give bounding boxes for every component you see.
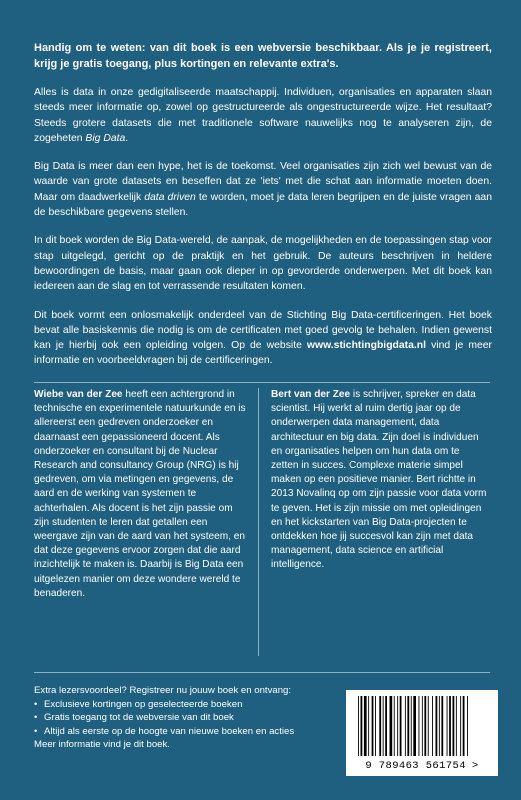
isbn-barcode	[346, 690, 498, 776]
lead-paragraph: Handig om te weten: van dit boek is een webversie beschikbaar. Als je je registreert, krijg je gratis toegang, plus kortingen en relevante extra's.	[34, 42, 492, 70]
author-name-bert: Bert van der Zee	[271, 389, 351, 400]
reader-benefits	[34, 684, 334, 752]
p1-text: Alles is data in onze gedigitaliseerde maatschappij. Individuen, organisaties en apparaten slaan steeds meer informatie op, zowel op gestructureerde als ongestructureerde wijze. Het resultaat? Steeds grotere datasets die met traditionele software nauwelijks nog te analyseren zijn, de zogeheten	[34, 87, 492, 144]
divider-bottom	[34, 672, 490, 673]
author-text-bert: is schrijver, spreker en data scientist. Hij werkt al ruim dertig jaar op de onderwerpen data management, data architectuur en big data. Zijn doel is individuen en organisaties helpen om hun data om te zetten in succes. Complexe materie simpel maken op een positieve manier. Bert richtte in 2013 Novalinq op om zijn passie voor data vorm te geven. Het is zijn missie om met opleidingen en het kickstarten van Big Data-projecten te ontdekken hoe jij succesvol kan zijn met data management, data science en artificial intelligence.	[271, 389, 487, 571]
author-bios	[34, 388, 490, 665]
p4-text: Dit boek vormt een onlosmakelijk onderdeel van de Stichting Big Data-certificeringen. Het boek bevat alle basiskennis die nodig is om de certificaten met goed gevolg te behalen. Indien gewenst kan je hierbij ook een opleiding volgen. Op de website	[34, 309, 492, 352]
barcode-number	[346, 760, 498, 772]
description-block	[34, 40, 492, 382]
p2-text-end: te worden, moet je data leren begrijpen en de juiste vragen aan de beschikbare gegevens stellen.	[34, 191, 492, 219]
p4-text-end: vind je meer informatie en voorbeeldvragen bij de certificeringen.	[34, 340, 493, 367]
p1-emphasis: Big Data	[85, 132, 126, 144]
isbn-number: 9 789463 561754	[365, 760, 466, 772]
barcode-bars	[356, 696, 488, 756]
author-name-wiebe: Wiebe van der Zee	[34, 389, 123, 400]
paragraph-4	[34, 308, 492, 369]
author-text-wiebe: heeft een achtergrond in technische en experimentele natuurkunde en is allereerst een gedreven onderzoeker en daarnaast een gepassioneerd docent. Als onderzoeker en consultant bij de Nuclear Research and consultancy Group (NRG) is hij gedreven, om via metingen en gegevens, de aard en de werking van systemen te achterhalen. Als docent is het zijn passie om zijn studenten te leren dat getallen een weergave zijn van de aard van het systeem, en dat deze gegevens ervoor zorgen dat die aard inzichtelijk te maken is. Daarbij is Big Data een uitgelezen manier om deze wondere wereld te benaderen.	[34, 389, 246, 599]
p2-text: Big Data is meer dan een hype, het is de toekomst. Veel organisaties zijn zich wel bewust van de waarde van grote datasets en beseffen dat ze 'iets' met die schat aan informatie moeten doen. Maar om daadwerkelijk	[34, 161, 492, 203]
paragraph-1	[34, 85, 492, 146]
author-bio-bert	[259, 388, 487, 665]
benefits-list	[34, 698, 334, 739]
barcode-marker: >	[471, 760, 479, 772]
website-link[interactable]: www.stichtingbigdata.nl	[306, 340, 427, 352]
list-item: • Altijd als eerste op de hoogte van nieuwe boeken en acties	[34, 725, 334, 739]
paragraph-2	[34, 159, 492, 220]
p1-text-end: .	[125, 132, 129, 144]
benefits-heading: Extra lezersvoordeel? Registreer nu jouuw boek en ontvang:	[34, 685, 292, 696]
list-item: • Gratis toegang tot de webversie van dit boek	[34, 711, 334, 725]
divider-top	[34, 382, 490, 383]
list-item: • Exclusieve kortingen op geselecteerde boeken	[34, 698, 334, 712]
p2-emphasis: data driven	[144, 191, 196, 203]
paragraph-3: In dit boek worden de Big Data-wereld, de aanpak, de mogelijkheden en de toepassingen stap voor stap uitgelegd, gericht op de praktijk en het gebruik. De auteurs beschrijven in heldere bewoordingen de basis, maar gaan ook dieper in op gevorderde onderwerpen. Met dit boek kan iedereen aan de slag en tot verrassende resultaten komen.	[34, 235, 492, 293]
author-bio-wiebe	[34, 388, 259, 656]
benefits-footer: Meer informatie vind je dit boek.	[34, 739, 170, 751]
